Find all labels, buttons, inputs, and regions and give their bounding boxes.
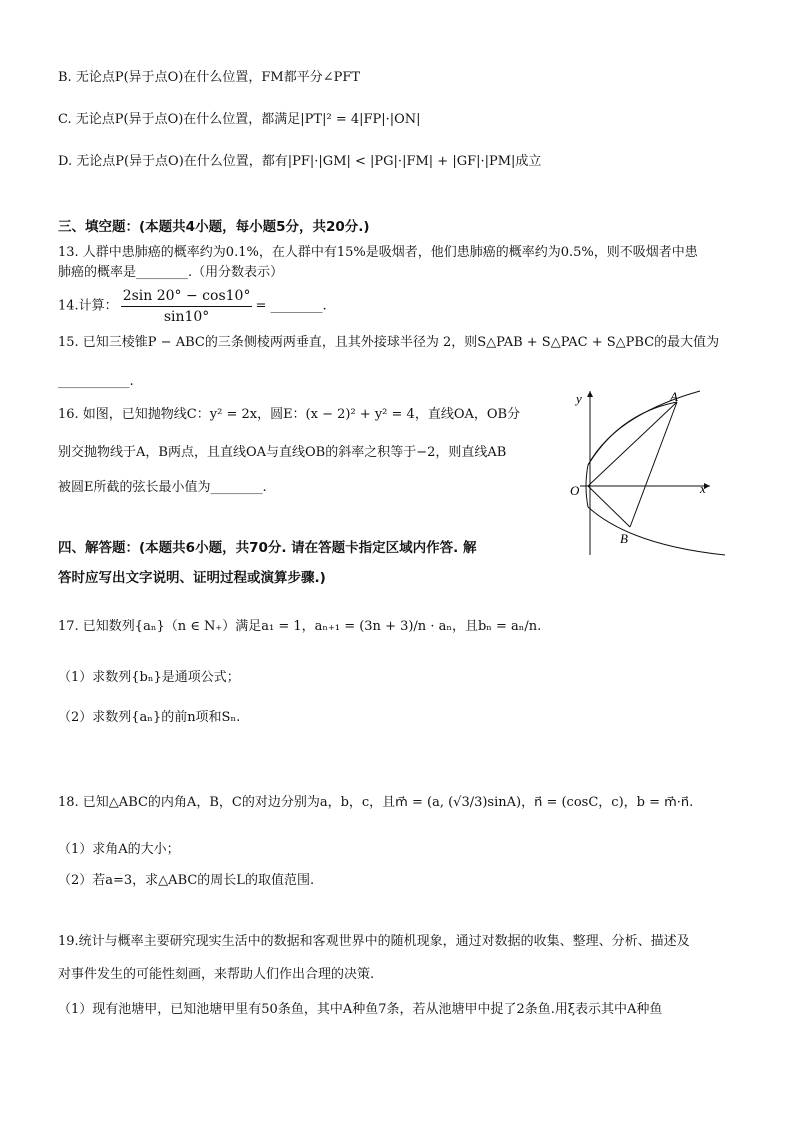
- q16-line-3: 被圆E所截的弦长最小值为________.: [58, 480, 267, 495]
- q14-numerator: 2sin 20° − cos10°: [121, 286, 253, 307]
- option-b: B. 无论点P(异于点O)在什么位置，FM都平分∠PFT: [58, 70, 361, 85]
- section-3-heading: 三、填空题：(本题共4小题，每小题5分，共20分.): [58, 219, 370, 235]
- section-4-heading-2: 答时应写出文字说明、证明过程或演算步骤.): [58, 570, 326, 586]
- q18-part-2: （2）若a=3，求△ABC的周长L的取值范围.: [58, 873, 315, 888]
- q13-line-2: 肺癌的概率是________.（用分数表示）: [58, 265, 284, 280]
- q17-statement: 17. 已知数列{aₙ}（n ∈ N₊）满足a₁ = 1，aₙ₊₁ = (3n + 3)/n · aₙ，且bₙ = aₙ/n.: [58, 619, 542, 634]
- q16-line-1: 16. 如图，已知抛物线C：y² = 2x，圆E：(x − 2)² + y² = 4，直线OA，OB分: [58, 407, 521, 422]
- parabola-curve: [586, 391, 725, 555]
- q15-line-1: 15. 已知三棱锥P − ABC的三条侧棱两两垂直，且其外接球半径为 2，则S△PAB + S△PAC + S△PBC的最大值为: [58, 335, 720, 350]
- q15-line-2: ___________.: [58, 374, 134, 389]
- line-OA: [588, 402, 677, 486]
- label-O: O: [570, 483, 580, 498]
- q14-denominator: sin10°: [163, 309, 210, 325]
- q14-prefix: 14.计算：: [58, 298, 118, 314]
- label-A: A: [670, 389, 678, 404]
- q16-line-2: 别交抛物线于A，B两点，且直线OA与直线OB的斜率之积等于−2，则直线AB: [58, 445, 507, 460]
- q13-line-1: 13. 人群中患肺癌的概率约为0.1%，在人群中有15%是吸烟者，他们患肺癌的概率约为0.5%，则不吸烟者中患: [58, 245, 698, 260]
- q19-line-3: （1）现有池塘甲，已知池塘甲里有50条鱼，其中A种鱼7条，若从池塘甲中捉了2条鱼.用ξ表示其中A种鱼: [58, 1002, 663, 1017]
- q14: [58, 286, 327, 327]
- q18-statement: 18. 已知△ABC的内角A，B，C的对边分别为a，b，c，且m⃗ = (a, (√3/3)sinA)，n⃗ = (cosC，c)，b = m⃗·n⃗.: [58, 795, 694, 810]
- label-y: y: [576, 391, 582, 406]
- label-x: x: [700, 481, 706, 496]
- line-OB: [588, 486, 630, 527]
- q16-figure: [560, 385, 730, 560]
- option-c: C. 无论点P(异于点O)在什么位置，都满足|PT|² = 4|FP|·|ON|: [58, 112, 421, 127]
- q18-part-1: （1）求角A的大小；: [58, 842, 180, 857]
- q17-part-1: （1）求数列{bₙ}是通项公式；: [58, 670, 240, 685]
- label-B: B: [620, 531, 628, 546]
- section-4-heading-1: 四、解答题：(本题共6小题，共70分. 请在答题卡指定区域内作答. 解: [58, 540, 477, 556]
- circle-arc: [588, 402, 677, 465]
- q14-suffix: = ________.: [255, 298, 327, 314]
- option-d: D. 无论点P(异于点O)在什么位置，都有|PF|·|GM| < |PG|·|FM| + |GF|·|PM|成立: [58, 154, 542, 169]
- line-AB: [630, 402, 677, 527]
- q14-fraction: [121, 286, 253, 327]
- q17-part-2: （2）求数列{aₙ}的前n项和Sₙ.: [58, 710, 241, 725]
- q19-line-2: 对事件发生的可能性刻画，来帮助人们作出合理的决策.: [58, 967, 375, 982]
- q19-line-1: 19.统计与概率主要研究现实生活中的数据和客观世界中的随机现象，通过对数据的收集、整理、分析、描述及: [58, 934, 690, 949]
